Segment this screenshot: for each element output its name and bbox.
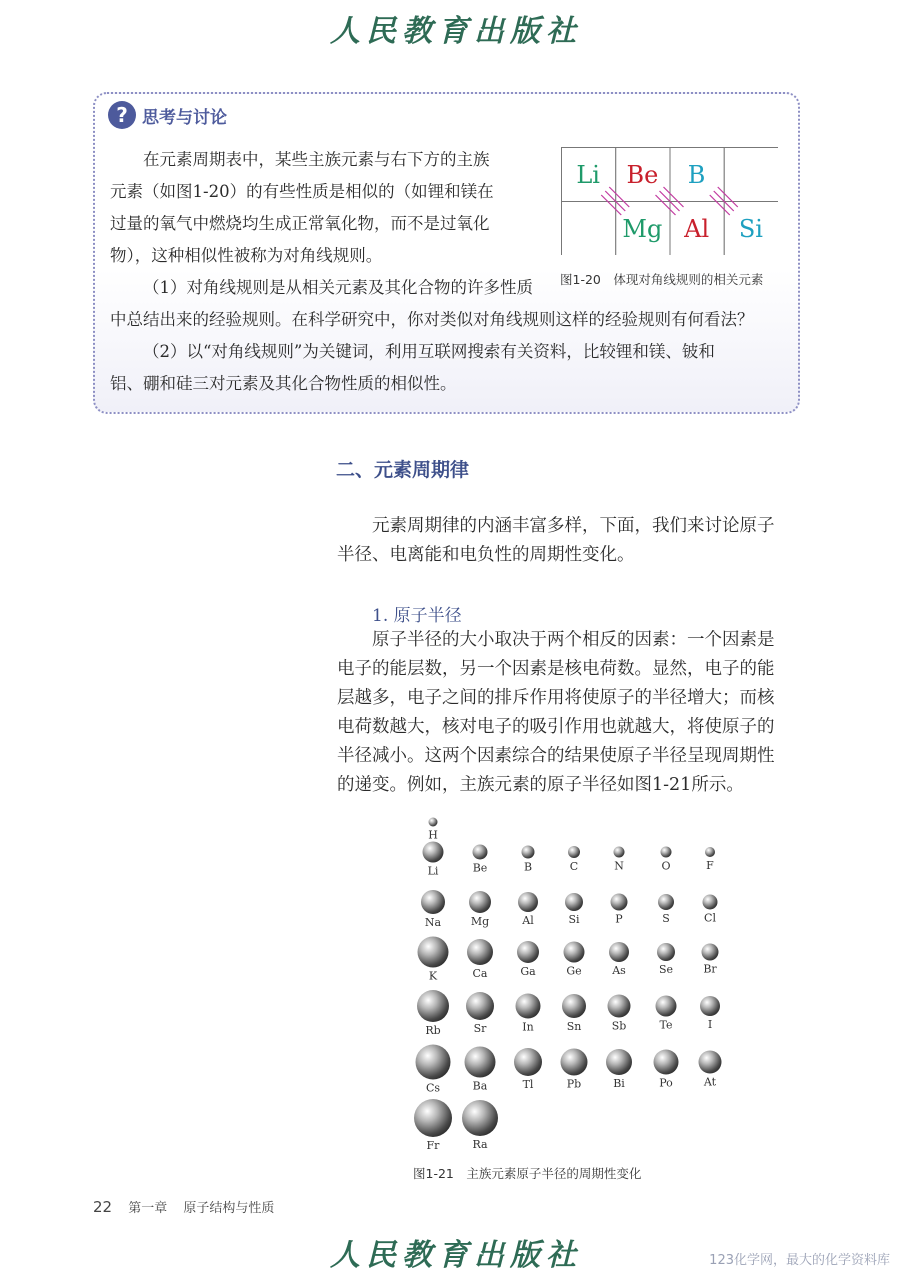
atom-label-at: At	[703, 1075, 717, 1089]
page-number: 22	[93, 1198, 113, 1216]
atom-sphere-tl	[514, 1048, 542, 1076]
atom-sphere-k	[418, 937, 449, 968]
atom-label-na: Na	[424, 916, 442, 929]
atom-label-o: O	[661, 859, 671, 873]
atom-label-c: C	[569, 860, 579, 873]
atom-sphere-n	[614, 847, 625, 858]
section-intro-line: 元素周期律的内涵丰富多样，下面，我们来讨论原子	[372, 516, 775, 536]
atom-sphere-po	[654, 1050, 679, 1075]
atom-sphere-rb	[417, 990, 449, 1022]
publisher-logo-top: 人民教育出版社	[330, 14, 582, 49]
atom-sphere-p	[611, 894, 628, 911]
atomic-radius-chart	[400, 806, 740, 1162]
atom-sphere-se	[657, 943, 675, 961]
atom-sphere-at	[699, 1051, 722, 1074]
element-symbol: B	[687, 161, 706, 189]
atom-label-p: P	[615, 912, 623, 926]
atom-label-rb: Rb	[425, 1024, 441, 1037]
section-body-line: 电子的能层数，另一个因素是核电荷数。显然，电子的能	[337, 659, 775, 679]
atom-label-h: H	[428, 828, 438, 842]
discussion-intro-line: 元素（如图1-20）的有些性质是相似的（如锂和镁在	[110, 182, 494, 201]
atom-label-tl: Tl	[522, 1078, 534, 1091]
element-cell	[562, 202, 616, 256]
section-title: 二、元素周期律	[336, 459, 470, 481]
atom-label-sb: Sb	[611, 1019, 627, 1033]
atom-sphere-mg	[469, 891, 491, 913]
atom-label-k: K	[428, 969, 438, 983]
atom-label-ge: Ge	[566, 964, 582, 978]
figure-1-20-caption: 图1-20 体现对角线规则的相关元素	[560, 272, 764, 287]
atom-sphere-b	[522, 846, 535, 859]
atom-label-cl: Cl	[704, 911, 716, 925]
element-symbol: Mg	[622, 215, 663, 243]
atom-label-n: N	[614, 859, 624, 873]
atom-sphere-cl	[703, 895, 718, 910]
atom-label-ga: Ga	[520, 965, 536, 978]
atom-sphere-be	[473, 845, 488, 860]
atom-sphere-ca	[467, 939, 493, 965]
page-footer	[93, 1197, 286, 1216]
atom-label-s: S	[662, 912, 670, 925]
atom-label-as: As	[612, 964, 626, 977]
atom-label-si: Si	[568, 913, 580, 926]
atom-sphere-o	[661, 847, 672, 858]
question-2-line-2: 铝、硼和硅三对元素及其化合物性质的相似性。	[110, 374, 457, 393]
question-bubble-icon: ?	[108, 101, 136, 129]
element-symbol: Be	[626, 161, 659, 189]
atom-sphere-ba	[465, 1047, 496, 1078]
atom-sphere-in	[516, 994, 541, 1019]
atom-label-sr: Sr	[473, 1022, 487, 1035]
section-body-line: 原子半径的大小取决于两个相反的因素：一个因素是	[372, 630, 775, 650]
atom-sphere-ga	[517, 941, 539, 963]
atom-sphere-pb	[561, 1049, 588, 1076]
atom-label-i: I	[707, 1018, 713, 1031]
atom-sphere-i	[700, 996, 720, 1016]
atom-sphere-li	[423, 842, 444, 863]
section-body-line: 的递变。例如，主族元素的原子半径如图1-21所示。	[337, 775, 744, 795]
discussion-intro-line: 过量的氧气中燃烧均生成正常氧化物，而不是过氧化	[110, 214, 490, 233]
atom-label-ra: Ra	[472, 1138, 488, 1151]
atom-label-mg: Mg	[470, 915, 490, 928]
element-symbol: Li	[576, 161, 600, 189]
atom-sphere-c	[568, 846, 580, 858]
atom-sphere-sb	[608, 995, 631, 1018]
atom-sphere-ge	[564, 942, 585, 963]
publisher-logo-bottom: 人民教育出版社	[330, 1238, 582, 1273]
section-intro-line: 半径、电离能和电负性的周期性变化。	[337, 545, 635, 565]
atom-label-sn: Sn	[566, 1020, 582, 1033]
question-2-line-1: （2）以“对角线规则”为关键词，利用互联网搜索有关资料，比较锂和镁、铍和	[143, 342, 715, 361]
atom-label-fr: Fr	[426, 1139, 440, 1152]
atom-sphere-si	[565, 893, 583, 911]
atom-sphere-br	[702, 944, 719, 961]
atom-label-po: Po	[659, 1076, 673, 1090]
atom-sphere-s	[658, 894, 674, 910]
section-body-line: 层越多，电子之间的排斥作用将使原子的半径增大；而核	[337, 688, 775, 708]
element-symbol: Si	[738, 215, 763, 243]
discussion-title: 思考与讨论	[142, 107, 227, 128]
atom-label-ba: Ba	[472, 1079, 488, 1093]
atom-sphere-te	[656, 996, 677, 1017]
element-symbol: Al	[684, 215, 710, 243]
atom-sphere-ra	[462, 1100, 498, 1136]
figure-1-21-caption: 图1-21 主族元素原子半径的周期性变化	[413, 1166, 642, 1181]
atom-label-se: Se	[658, 963, 674, 976]
atom-label-cs: Cs	[425, 1081, 441, 1095]
atom-label-ca: Ca	[472, 967, 488, 980]
atom-label-li: Li	[427, 864, 439, 878]
atom-label-te: Te	[659, 1018, 673, 1032]
discussion-intro-line: 在元素周期表中，某些主族元素与右下方的主族	[143, 150, 490, 169]
section-body-line: 半径减小。这两个因素综合的结果使原子半径呈现周期性	[337, 746, 775, 766]
atom-sphere-h	[429, 818, 438, 827]
section-body	[337, 626, 807, 800]
atom-label-f: F	[706, 859, 714, 872]
atom-sphere-cs	[416, 1045, 451, 1080]
atom-sphere-na	[421, 890, 445, 914]
atom-label-al: Al	[522, 914, 534, 927]
atom-sphere-as	[609, 942, 629, 962]
atom-sphere-fr	[414, 1099, 452, 1137]
diagonal-rule-figure	[561, 147, 778, 255]
atom-label-br: Br	[703, 962, 717, 976]
chapter-title: 原子结构与性质	[183, 1201, 275, 1216]
atom-sphere-sn	[562, 994, 586, 1018]
atom-sphere-sr	[466, 992, 494, 1020]
question-1-line-1: （1）对角线规则是从相关元素及其化合物的许多性质	[143, 278, 533, 297]
chapter-label: 第一章	[128, 1201, 168, 1216]
atom-label-pb: Pb	[566, 1077, 582, 1091]
discussion-intro-line: 物），这种相似性被称为对角线规则。	[110, 246, 383, 265]
atom-label-be: Be	[472, 861, 488, 875]
section-intro	[337, 512, 807, 570]
question-1-line-2: 中总结出来的经验规则。在科学研究中，你对类似对角线规则这样的经验规则有何看法？	[110, 310, 754, 329]
discussion-intro	[110, 144, 540, 304]
atom-sphere-al	[518, 892, 538, 912]
element-cell	[724, 148, 778, 202]
section-body-line: 电荷数越大，核对电子的吸引作用也就越大，将使原子的	[337, 717, 775, 737]
discussion-header	[108, 101, 227, 129]
atom-sphere-f	[705, 847, 715, 857]
atom-label-bi: Bi	[613, 1077, 625, 1090]
site-watermark: 123化学网，最大的化学资料库	[709, 1253, 890, 1268]
subsection-title: 1. 原子半径	[372, 606, 462, 626]
atom-label-b: B	[523, 860, 533, 874]
atom-label-in: In	[522, 1020, 534, 1034]
atom-sphere-bi	[606, 1049, 632, 1075]
